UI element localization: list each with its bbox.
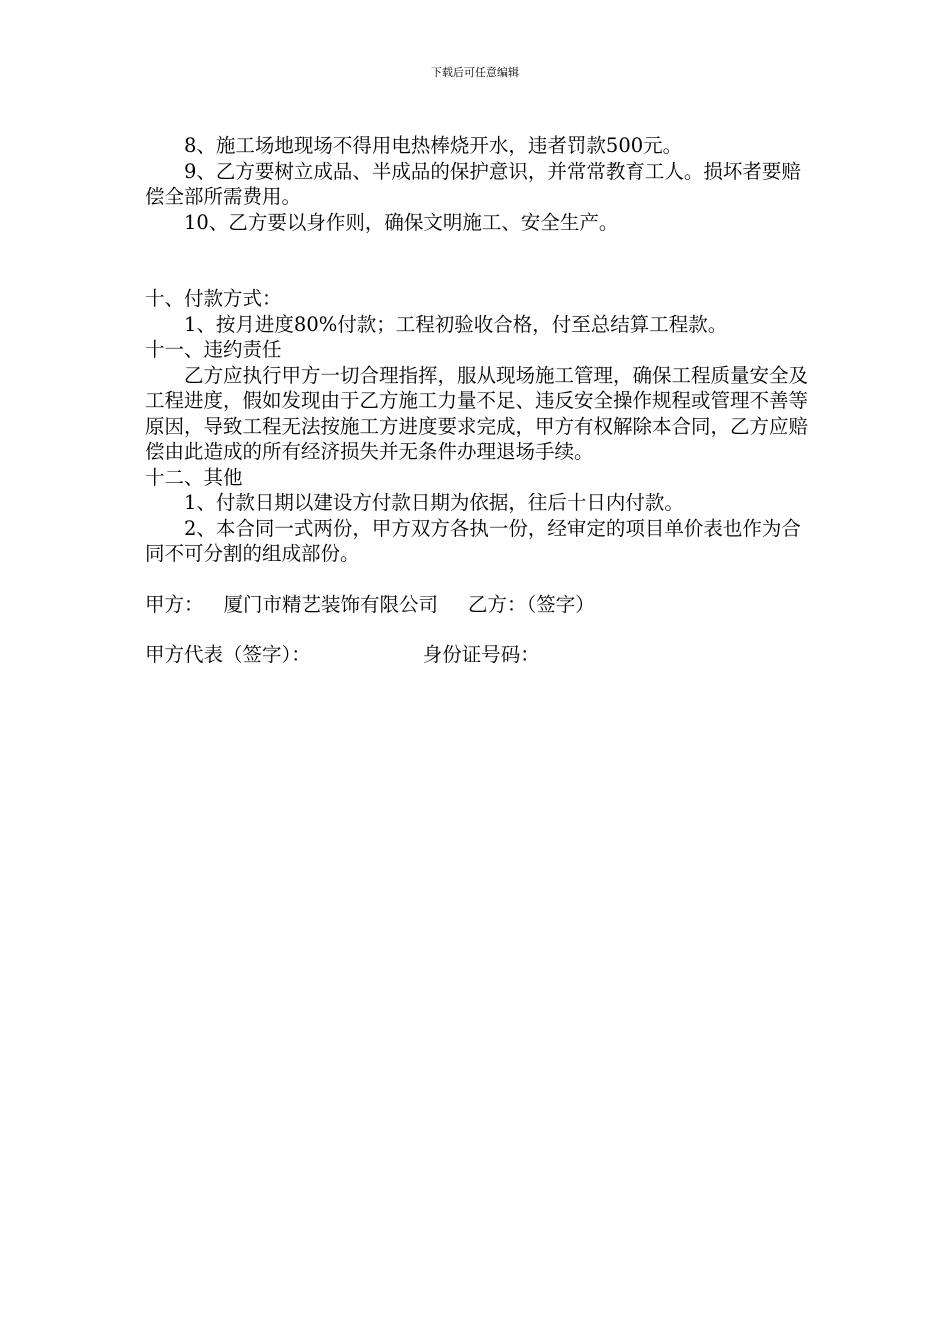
breach-body: 乙方应执行甲方一切合理指挥，服从现场施工管理，确保工程质量安全及工程进度，假如发现由于乙方施工力量不足、违反安全操作规程或管理不善等原因，导致工程无法按施工方进度要求完成，甲方有权解除本合同，乙方应赔偿由此造成的所有经济损失并无条件办理退场手续。 (145, 363, 809, 463)
signature-parties-row (145, 592, 815, 618)
clause-10: 10、乙方要以身作则，确保文明施工、安全生产。 (184, 210, 619, 234)
page-header-note: 下载后可任意编辑 (431, 66, 519, 79)
section-title-breach: 十一、违约责任 (145, 338, 282, 361)
payment-item-1: 1、按月进度80%付款；工程初验收合格，付至总结算工程款。 (184, 312, 728, 336)
clause-8: 8、施工场地现场不得用电热棒烧开水，违者罚款500元。 (184, 134, 683, 157)
spacer (145, 617, 815, 642)
id-number-label: 身份证号码： (422, 643, 540, 666)
signature-rep-row (145, 642, 815, 668)
party-a-name: 厦门市精艺装饰有限公司 (223, 592, 439, 616)
rep-label: 甲方代表（签字）： (145, 643, 311, 666)
contract-body (145, 133, 815, 668)
party-b-label: 乙方：（签字） (468, 592, 595, 616)
other-item-2: 2、本合同一式两份，甲方双方各执一份，经审定的项目单价表也作为合同不可分割的组成部份。 (145, 516, 801, 565)
party-a-label: 甲方： (145, 592, 204, 616)
spacer (145, 567, 815, 592)
spacer (145, 235, 815, 286)
other-item-1: 1、付款日期以建设方付款日期为依据，往后十日内付款。 (184, 491, 684, 514)
section-title-other: 十二、其他 (145, 465, 243, 489)
clause-9: 9、乙方要树立成品、半成品的保护意识，并常常教育工人。损坏者要赔偿全部所需费用。 (145, 159, 801, 208)
section-title-payment: 十、付款方式： (145, 287, 282, 310)
